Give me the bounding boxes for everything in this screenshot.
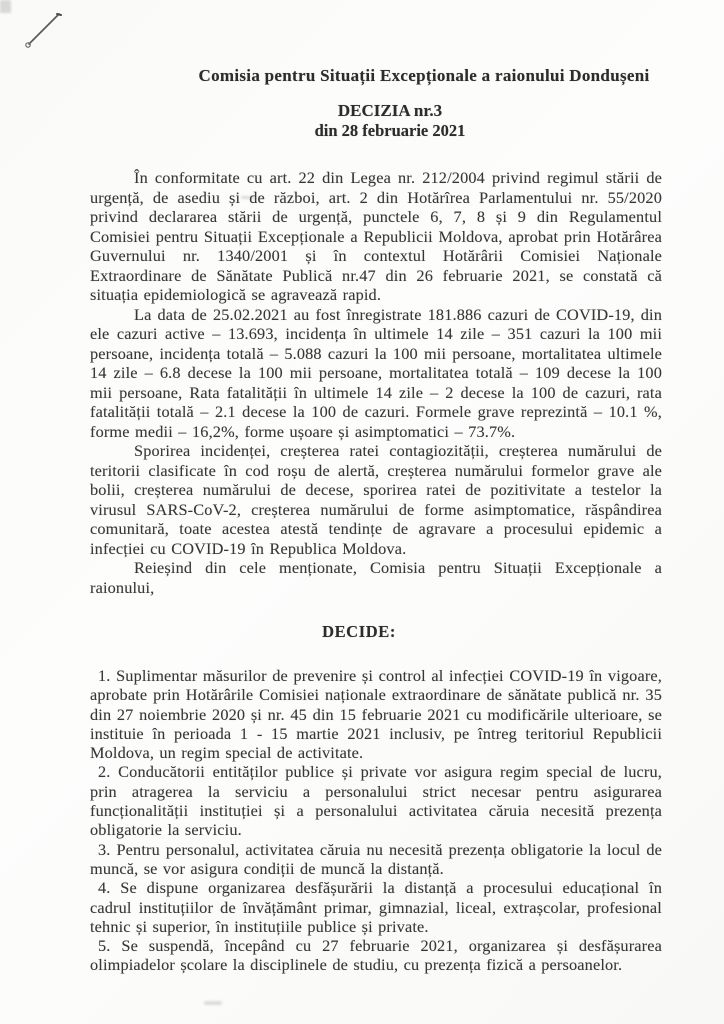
pen-stroke-mark (20, 6, 68, 52)
decision-number: DECIZIA nr.3 (337, 101, 443, 120)
decision-item-4: 4. Se dispune organizarea desfășurării la distanță a procesului educațional în cadrul instituțiilor de învățământ primar, gimnazial, liceal, extrașcolar, profesional tehnic și superior, în instituțiile publice și private. (90, 878, 662, 936)
preamble-section (90, 168, 662, 597)
preamble-paragraph-epidemic-trends: Sporirea incidenței, creșterea ratei contagiozității, creșterea numărului de teritorii clasificate în cod roșu de alertă, creșterea numărului formelor grave ale bolii, creșterea numărului de decese, sporirea ratei de pozitivitate a testelor la virusul SARS-CoV-2, creșterea numărului de forme asimptomatice, răspândirea comunitară, toate acestea atestă tendințe de agravare a procesului epidemic a infecției cu COVID-19 în Republica Moldova. (90, 441, 662, 558)
document-text-block (90, 0, 662, 975)
decide-heading: DECIDE: (322, 622, 396, 641)
decision-date: din 28 februarie 2021 (314, 121, 466, 140)
decision-item-2: 2. Conducătorii entităților publice și private vor asigura regim special de lucru, prin atragerea la serviciu a personalului strict necesar pentru asigurarea funcționalității instituției și a personalului activitatea căruia necesită prezența obligatorie la serviciu. (90, 762, 662, 840)
organization-title: Comisia pentru Situații Excepționale a raionului Dondușeni (198, 66, 650, 85)
decision-item-1: 1. Suplimentar măsurilor de prevenire și control al infecției COVID-19 în vigoare, aprobate prin Hotărârile Comisiei naționale extraordinare de sănătate publică nr. 35 din 27 noiembrie 2020 și nr. 45 din 15 februarie 2021 cu modificările ulterioare, se instituie în perioada 1 - 15 martie 2021 inclusiv, pe întreg teritoriul Republicii Moldova, un regim special de activitate. (90, 666, 662, 763)
decision-item-3: 3. Pentru personalul, activitatea căruia nu necesită prezența obligatorie la locul de muncă, se vor asigura condiții de muncă la distanță. (90, 839, 662, 878)
scan-smudge (0, 0, 11, 13)
scan-smudge (204, 1001, 222, 1005)
preamble-paragraph-legal-basis: În conformitate cu art. 22 din Legea nr. 212/2004 privind regimul stării de urgență, de asediu și de război, art. 2 din Hotărîrea Parlamentului nr. 55/2020 privind declararea stării de urgență, punctele 6, 7, 8 și 9 din Regulamentul Comisiei pentru Situații Excepționale a Republicii Moldova, aprobat prin Hotărârea Guvernului nr. 1340/2001 și în contextul Hotărârii Comisiei Naționale Extraordinare de Sănătate Publică nr.47 din 26 februarie 2021, se constată că situația epidemiologică se agravează rapid. (90, 168, 662, 304)
preamble-paragraph-conclusion: Reieșind din cele menționate, Comisia pentru Situații Excepționale a raionului, (90, 558, 662, 597)
decision-heading-block (104, 101, 676, 141)
decision-item-5: 5. Se suspendă, începând cu 27 februarie 2021, organizarea și desfășurarea olimpiadelor școlare la disciplinele de studiu, cu prezența fizică a persoanelor. (90, 936, 662, 975)
preamble-paragraph-statistics: La data de 25.02.2021 au fost înregistrate 181.886 cazuri de COVID-19, din ele cazuri active – 13.693, incidența în ultimele 14 zile – 351 cazuri la 100 mii persoane, incidența totală – 5.088 cazuri la 100 mii persoane, mortalitatea ultimele 14 zile – 6.8 decese la 100 mii persoane, mortalitatea totală – 109 decese la 100 mii persoane, Rata fatalității în ultimele 14 zile – 2 decese la 100 de cazuri, rata fatalității totală – 2.1 decese la 100 de cazuri. Formele grave reprezintă – 10.1 %, forme medii – 16,2%, forme ușoare și asimptomatici – 73.7%. (90, 304, 662, 441)
decisions-section (90, 666, 662, 975)
